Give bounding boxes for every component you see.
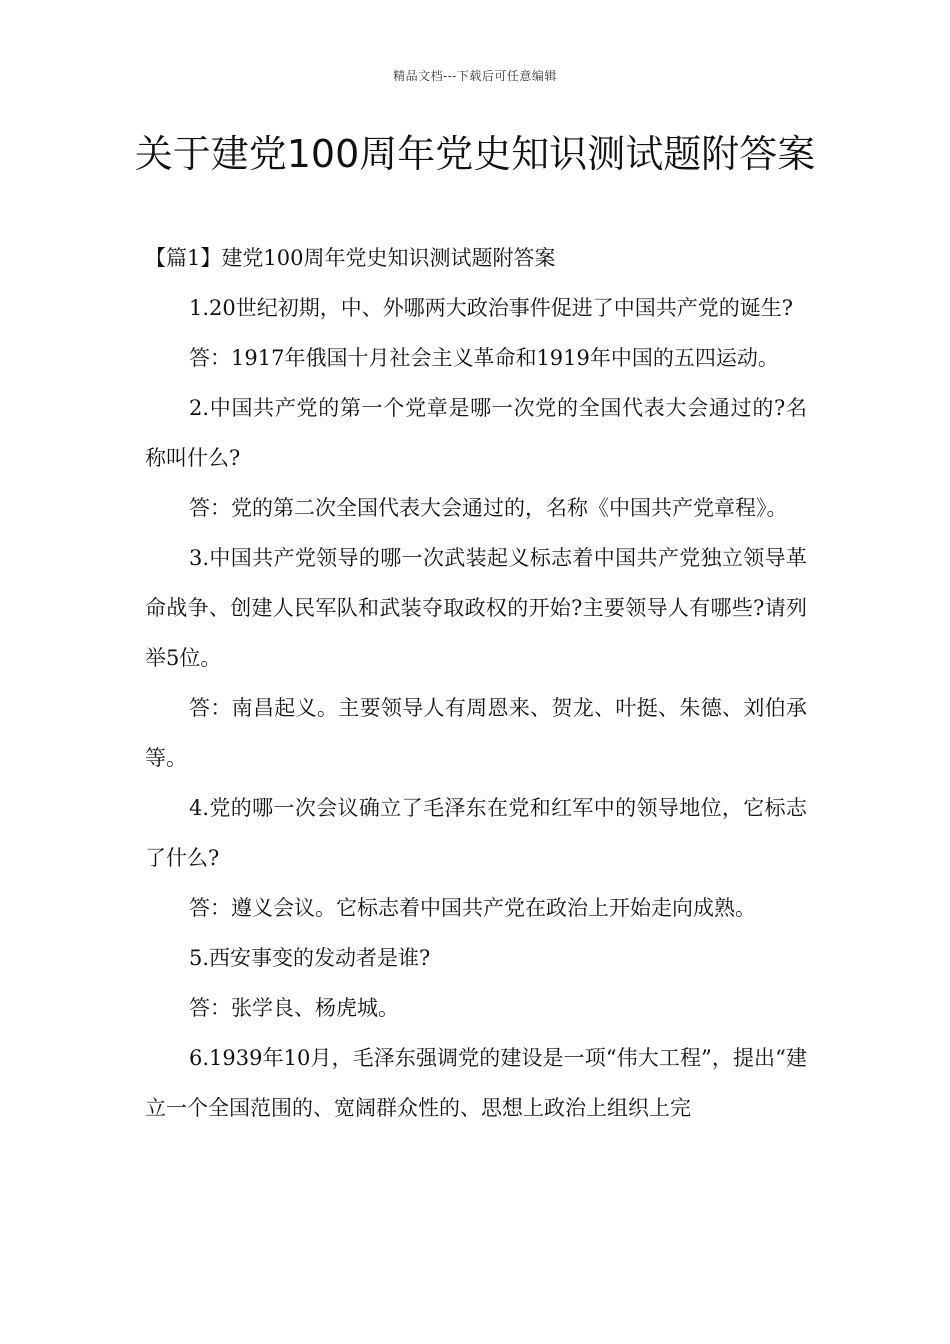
question-paragraph: 6.1939年10月，毛泽东强调党的建设是一项“伟大工程”，提出“建立一个全国范围的、宽阔群众性的、思想上政治上组织上完 bbox=[145, 1046, 807, 1120]
answer-paragraph: 答：南昌起义。主要领导人有周恩来、贺龙、叶挺、朱德、刘伯承等。 bbox=[145, 696, 807, 770]
document-body bbox=[145, 233, 807, 1133]
answer-paragraph: 答：1917年俄国十月社会主义革命和1919年中国的五四运动。 bbox=[189, 346, 779, 370]
question-paragraph: 1.20世纪初期，中、外哪两大政治事件促进了中国共产党的诞生? bbox=[189, 296, 794, 320]
answer-paragraph: 答：遵义会议。它标志着中国共产党在政治上开始走向成熟。 bbox=[189, 896, 756, 920]
section-heading: 【篇1】建党100周年党史知识测试题附答案 bbox=[145, 246, 556, 270]
document-title: 关于建党100周年党史知识测试题附答案 bbox=[134, 132, 816, 176]
question-paragraph: 5.西安事变的发动者是谁? bbox=[189, 946, 431, 970]
question-paragraph: 4.党的哪一次会议确立了毛泽东在党和红军中的领导地位，它标志了什么? bbox=[145, 796, 807, 870]
header-note: 精品文档---下载后可任意编辑 bbox=[393, 69, 557, 83]
answer-paragraph: 答：党的第二次全国代表大会通过的，名称《中国共产党章程》。 bbox=[189, 496, 788, 520]
question-paragraph: 3.中国共产党领导的哪一次武装起义标志着中国共产党独立领导革命战争、创建人民军队和武装夺取政权的开始?主要领导人有哪些?请列举5位。 bbox=[145, 546, 807, 670]
question-paragraph: 2.中国共产党的第一个党章是哪一次党的全国代表大会通过的?名称叫什么? bbox=[145, 396, 807, 470]
answer-paragraph: 答：张学良、杨虎城。 bbox=[189, 996, 399, 1020]
